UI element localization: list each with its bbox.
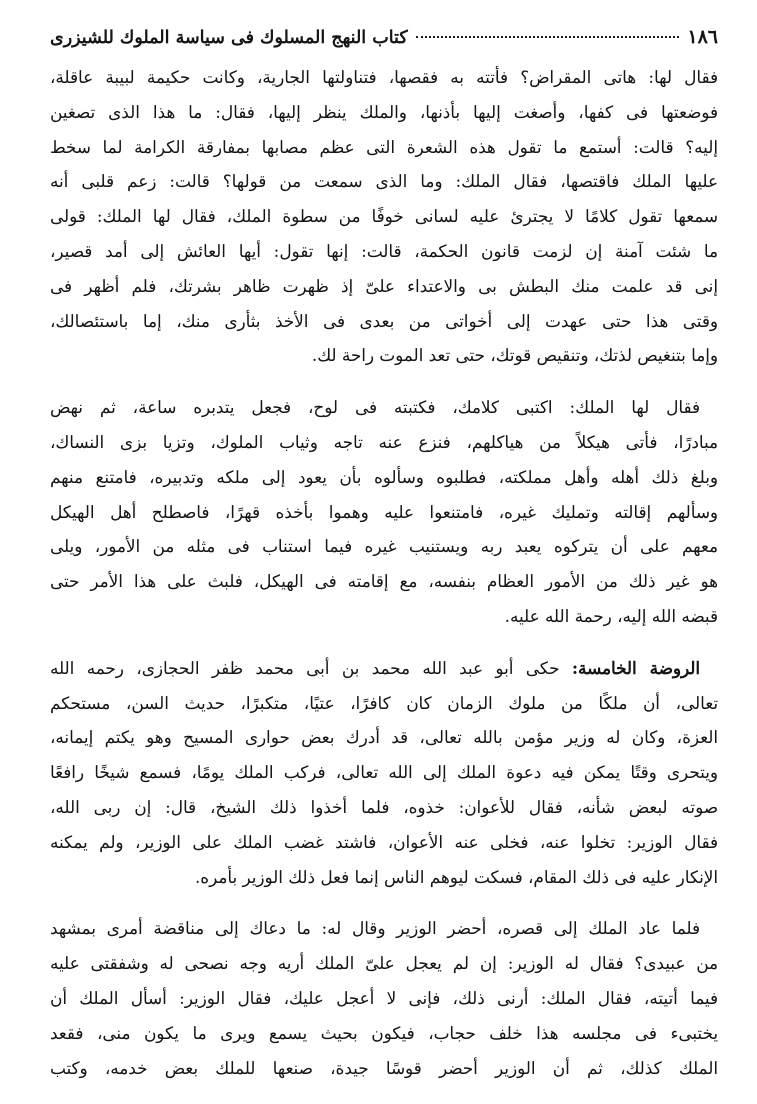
- section-heading: الروضة الخامسة:: [571, 657, 700, 678]
- text-line: الملك كذلك، ثم أن الوزير أحضر قوسًا جيدة، صنعها للملك بعض خدمه، وكتب: [50, 1057, 718, 1078]
- book-title: كتاب النهج المسلوك فى سياسة الملوك للشيزرى: [50, 28, 408, 48]
- text-line: تعالى، أن ملكًا من ملوك الزمان كان كافرًا، عتيًا، متكبرًا، حديث السن، مستحكم: [50, 692, 718, 713]
- text-line: فيما أتيته، فقال الملك: أرنى ذلك، فإنى لا أعجل عليك، فقال الوزير: أسأل الملك أن: [50, 987, 718, 1008]
- text-line: إليه؟ قالت: أستمع ما تقول هذه الشعرة التى عظم مصابها بمفارقة الكرامة لما سخط: [50, 136, 718, 157]
- paragraph-3: [50, 651, 718, 895]
- text-line: قبضه الله إليه، رحمة الله عليه.: [504, 605, 718, 626]
- text-line: فقال الوزير: تخلوا عنه، فخلى عنه الأعوان، فاشتد غضب الملك على الوزير، ولم يمكنه: [50, 831, 718, 852]
- text-line: وبلغ ذلك أهله وأهل مملكته، فطلبوه وسألوه بأن يعود إلى ملكه وتدبيره، فامتنع منهم: [50, 466, 718, 487]
- text-line: يختبىء فى مجلسه هذا خلف حجاب، فيكون بحيث يسمع ويرى ما يكون منى، فقعد: [50, 1022, 718, 1043]
- paragraph-2: [50, 390, 718, 634]
- text-line: وإما بتنغيص لذتك، وتنقيص قوتك، حتى تعد الموت راحة لك.: [311, 345, 718, 366]
- text-line: وقتى هذا حتى عهدت إلى أخواتى من بعدى فى الأخذ بثأرى منك، إما باستئصالك،: [50, 310, 718, 331]
- text-line: صوته لبعض شأنه، فقال للأعوان: خذوه، فلما أخذوا ذلك الشيخ، قال: إن ربى الله،: [50, 796, 718, 817]
- text-line: فقال لها: هاتى المقراض؟ فأتته به فقصها، فتناولتها الجارية، وكانت حكيمة لبيبة عاقلة،: [50, 67, 718, 87]
- text-line: الإنكار عليه فى ذلك المقام، فسكت ليوهم الناس إنما فعل ذلك الوزير بأمره.: [194, 866, 718, 887]
- book-page: [50, 26, 718, 1085]
- text-line: ما شئت آمنة إن لزمت قانون الحكمة، قالت: إنها تقول: أيها العائش إلى أمد قصير،: [50, 240, 718, 261]
- text-run: حكى أبو عبد الله محمد بن أبى محمد ظفر الحجازى، رحمه الله: [50, 657, 572, 678]
- text-line: هو غير ذلك من الأمور العظام بنفسه، مع إقامته فى الهيكل، فلبث على هذا الأمر حتى: [50, 571, 718, 592]
- text-line: من عبيدى؟ فقال له الوزير: إن لم يعجل علىّ الملك أريه وجه نصحى له وشفقتى عليه: [50, 953, 718, 974]
- text-line: سمعها تقول كلامًا لا يجترئ عليه لسانى خوفًا من سطوة الملك، فقال لها الملك: قولى: [50, 206, 718, 227]
- text-line: إنى قد علمت منك البطش بى والاعتداء علىّ إذ ظهرت ظاهر بشرتك، فلم أظهر فى: [50, 275, 718, 296]
- text-line: وسألهم إقالته وتمليك غيره، فامتنعوا عليه وهموا بأخذه قهرًا، فاصطلح أهل الهيكل: [50, 501, 718, 522]
- text-line: معهم على أن يتركوه يعبد ربه ويستنيب غيره فيما استناب فى مثله من الأمور، ويلى: [50, 536, 718, 557]
- paragraph-4: [50, 911, 718, 1085]
- text-line: ويتحرى وقتًا يمكن فيه دعوة الملك إلى الله تعالى، فركب الملك يومًا، فسمع شيخًا رافعًا: [50, 762, 718, 783]
- text-line: فقال لها الملك: اكتبى كلامك، فكتبته فى لوح، فجعل يتدبره ساعة، ثم نهض: [50, 397, 700, 418]
- text-line: مبادرًا، فأتى هيكلاً من هياكلهم، فنزع عنه تاجه وثياب الملوك، وتزيا بزى النساك،: [50, 431, 718, 452]
- text-line: العزة، وكان له وزير مؤمن بالله تعالى، قد أدرك بعض حوارى المسيح وهو يكتم إيمانه،: [50, 727, 718, 748]
- running-head: [50, 26, 718, 60]
- page-number: ١٨٦: [687, 26, 718, 48]
- text-line: [50, 651, 718, 686]
- text-line: عليها الملك فاقتصها، فقال الملك: وما الذى سمعت من قولها؟ قالت: زعم قلبى أنه: [50, 171, 718, 192]
- text-line: فلما عاد الملك إلى قصره، أحضر الوزير وقال له: ما دعاك إلى مناقضة أمرى بمشهد: [50, 918, 700, 939]
- dotted-leader: [416, 36, 680, 38]
- paragraph-1: [50, 60, 718, 373]
- text-line: فوضعتها فى كفها، وأصغت إليها بأذنها، والملك ينظر إليها، فقال: ما هذا الذى تصغين: [50, 101, 718, 122]
